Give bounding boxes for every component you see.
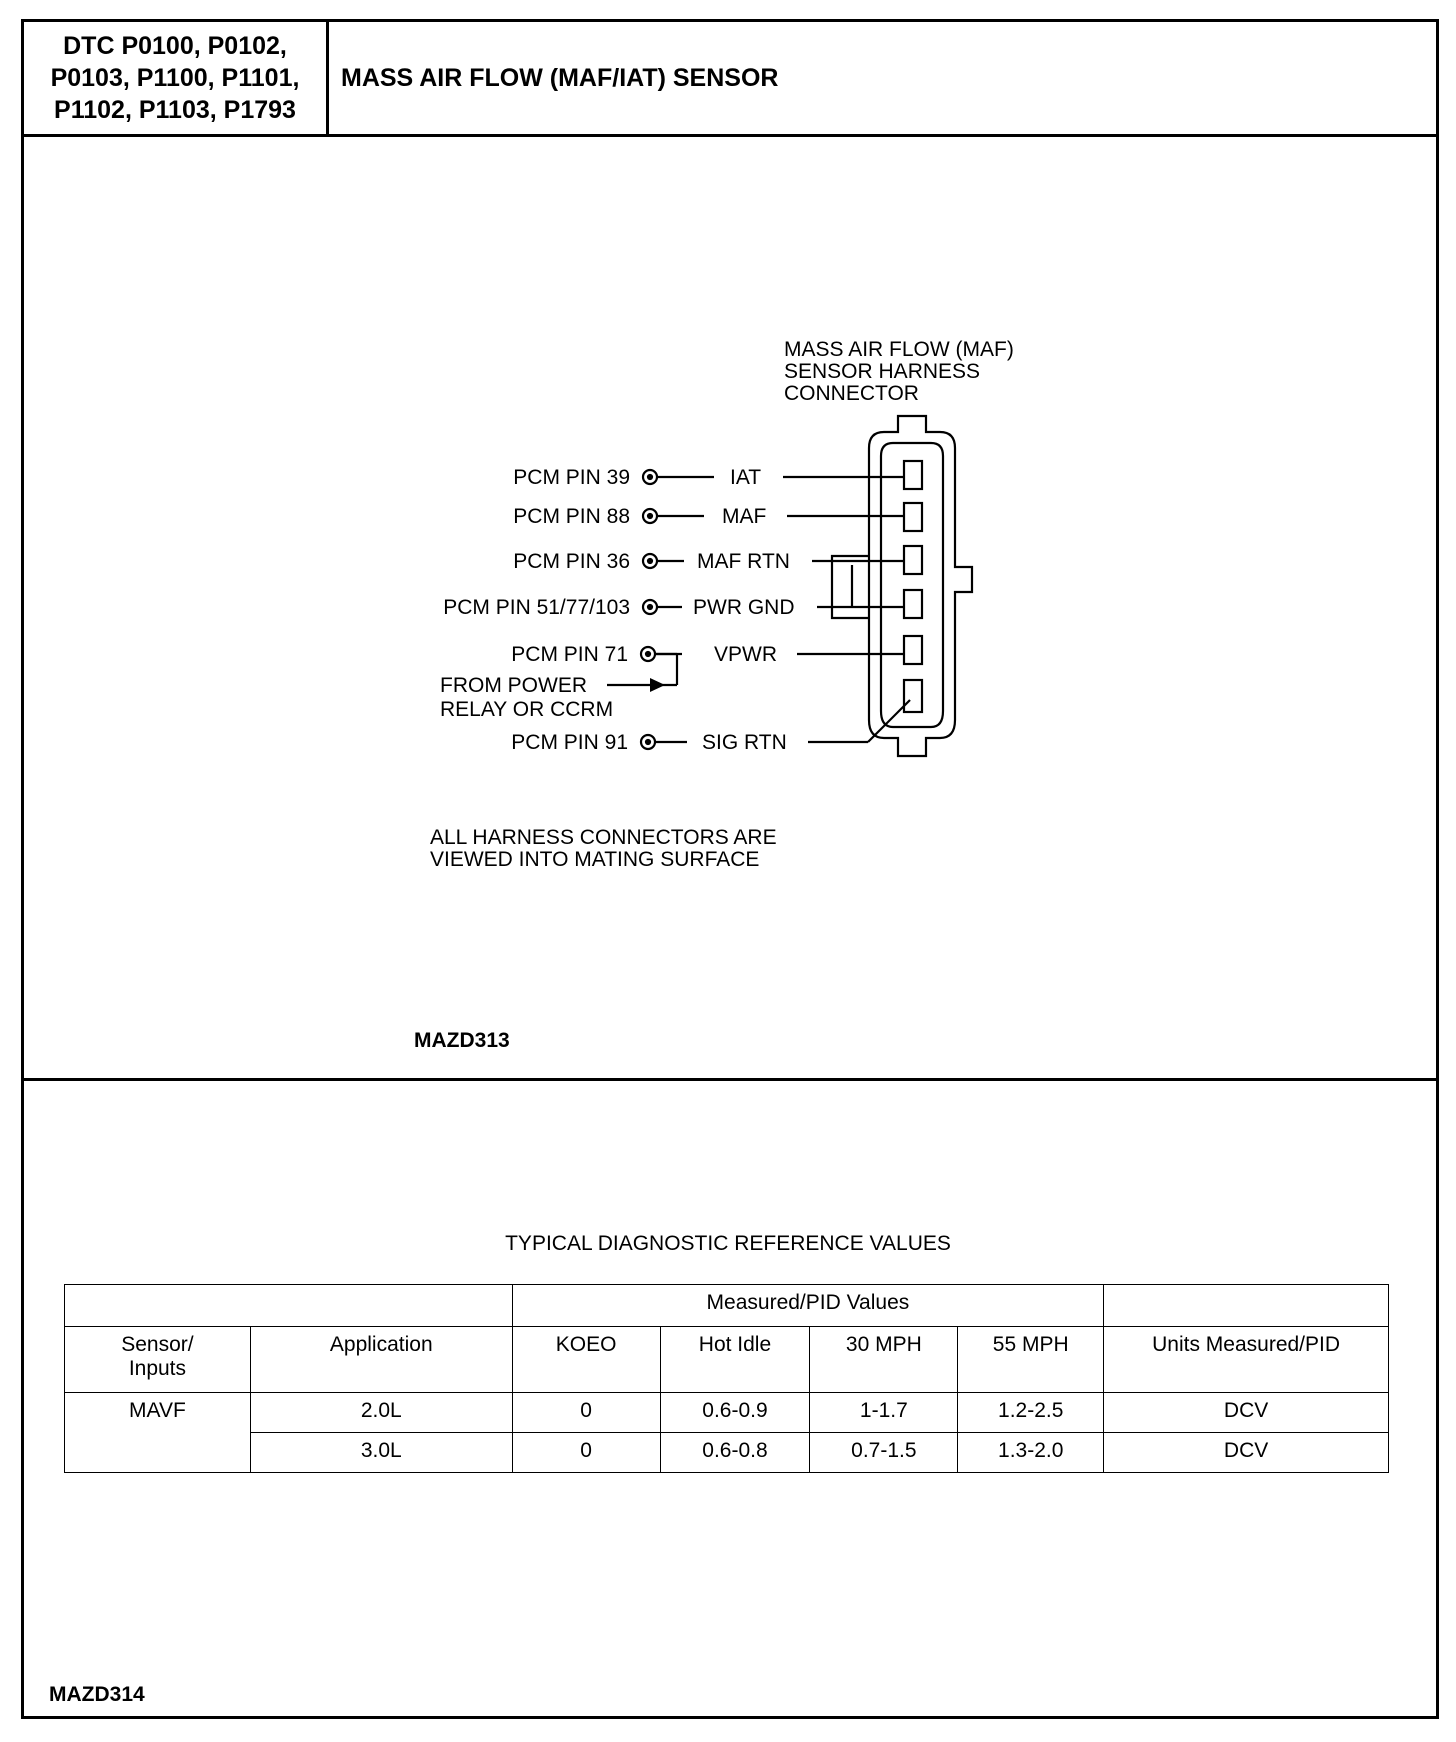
note-line: ALL HARNESS CONNECTORS ARE (430, 826, 777, 849)
cell-30mph: 0.7-1.5 (810, 1433, 958, 1473)
cell-hot-idle: 0.6-0.9 (660, 1393, 810, 1433)
cell-hot-idle: 0.6-0.8 (660, 1433, 810, 1473)
signal-label: SIG RTN (702, 731, 787, 754)
pcm-pin-label: PCM PIN 71 (511, 643, 628, 666)
signal-label: PWR GND (693, 596, 795, 619)
terminal-icon (643, 470, 657, 484)
cell-units: DCV (1104, 1433, 1389, 1473)
pcm-pin-label: PCM PIN 36 (513, 550, 630, 573)
table-figure-id: MAZD314 (49, 1683, 145, 1706)
cell-application: 2.0L (250, 1393, 512, 1433)
arrow-icon (650, 678, 665, 692)
dtc-line: P0103, P1100, P1101, (50, 64, 300, 92)
col-header-koeo: KOEO (512, 1327, 660, 1393)
col-header-hot-idle: Hot Idle (660, 1327, 810, 1393)
table-group-header-row (65, 1285, 1389, 1327)
col-header-55mph: 55 MPH (958, 1327, 1104, 1393)
cell-koeo: 0 (512, 1393, 660, 1433)
cell-koeo: 0 (512, 1433, 660, 1473)
page-title: MASS AIR FLOW (MAF/IAT) SENSOR (341, 63, 779, 92)
pcm-pin-label: PCM PIN 51/77/103 (443, 596, 630, 619)
group-header: Measured/PID Values (512, 1285, 1104, 1327)
terminal-icon (643, 600, 657, 614)
col-header-30mph: 30 MPH (810, 1327, 958, 1393)
terminal-icon (641, 647, 655, 661)
col-header-units: Units Measured/PID (1104, 1327, 1389, 1393)
signal-label: MAF (722, 505, 767, 528)
pcm-pin-label: PCM PIN 91 (511, 731, 628, 754)
connector-label-line: CONNECTOR (784, 382, 919, 405)
sensor-cell: MAVF (65, 1393, 251, 1473)
maf-connector (832, 416, 972, 756)
table-title: TYPICAL DIAGNOSTIC REFERENCE VALUES (505, 1232, 951, 1255)
terminal-icon (641, 735, 655, 749)
table-row (65, 1433, 1389, 1473)
terminal-icon (643, 509, 657, 523)
pcm-pin-label: PCM PIN 88 (513, 505, 630, 528)
power-source-line: FROM POWER (440, 674, 587, 697)
signal-label: VPWR (714, 643, 777, 666)
pcm-pin-label: PCM PIN 39 (513, 466, 630, 489)
col-header-application: Application (250, 1327, 512, 1393)
dtc-line: P1102, P1103, P1793 (54, 96, 296, 124)
power-source-line: RELAY OR CCRM (440, 698, 614, 721)
table-header-row (65, 1327, 1389, 1393)
col-header-sensor: Sensor/ Inputs (65, 1327, 251, 1393)
cell-application: 3.0L (250, 1433, 512, 1473)
connector-label-line: MASS AIR FLOW (MAF) (784, 338, 1014, 361)
dtc-line: DTC P0100, P0102, (63, 32, 287, 60)
terminal-icon (643, 554, 657, 568)
figure-id: MAZD313 (414, 1029, 510, 1052)
reference-values-table (64, 1284, 1389, 1473)
connector-label-line: SENSOR HARNESS (784, 360, 981, 383)
signal-label: IAT (730, 466, 762, 489)
signal-label: MAF RTN (697, 550, 790, 573)
cell-55mph: 1.2-2.5 (958, 1393, 1104, 1433)
cell-30mph: 1-1.7 (810, 1393, 958, 1433)
note-line: VIEWED INTO MATING SURFACE (430, 848, 760, 871)
cell-55mph: 1.3-2.0 (958, 1433, 1104, 1473)
table-row (65, 1393, 1389, 1433)
cell-units: DCV (1104, 1393, 1389, 1433)
